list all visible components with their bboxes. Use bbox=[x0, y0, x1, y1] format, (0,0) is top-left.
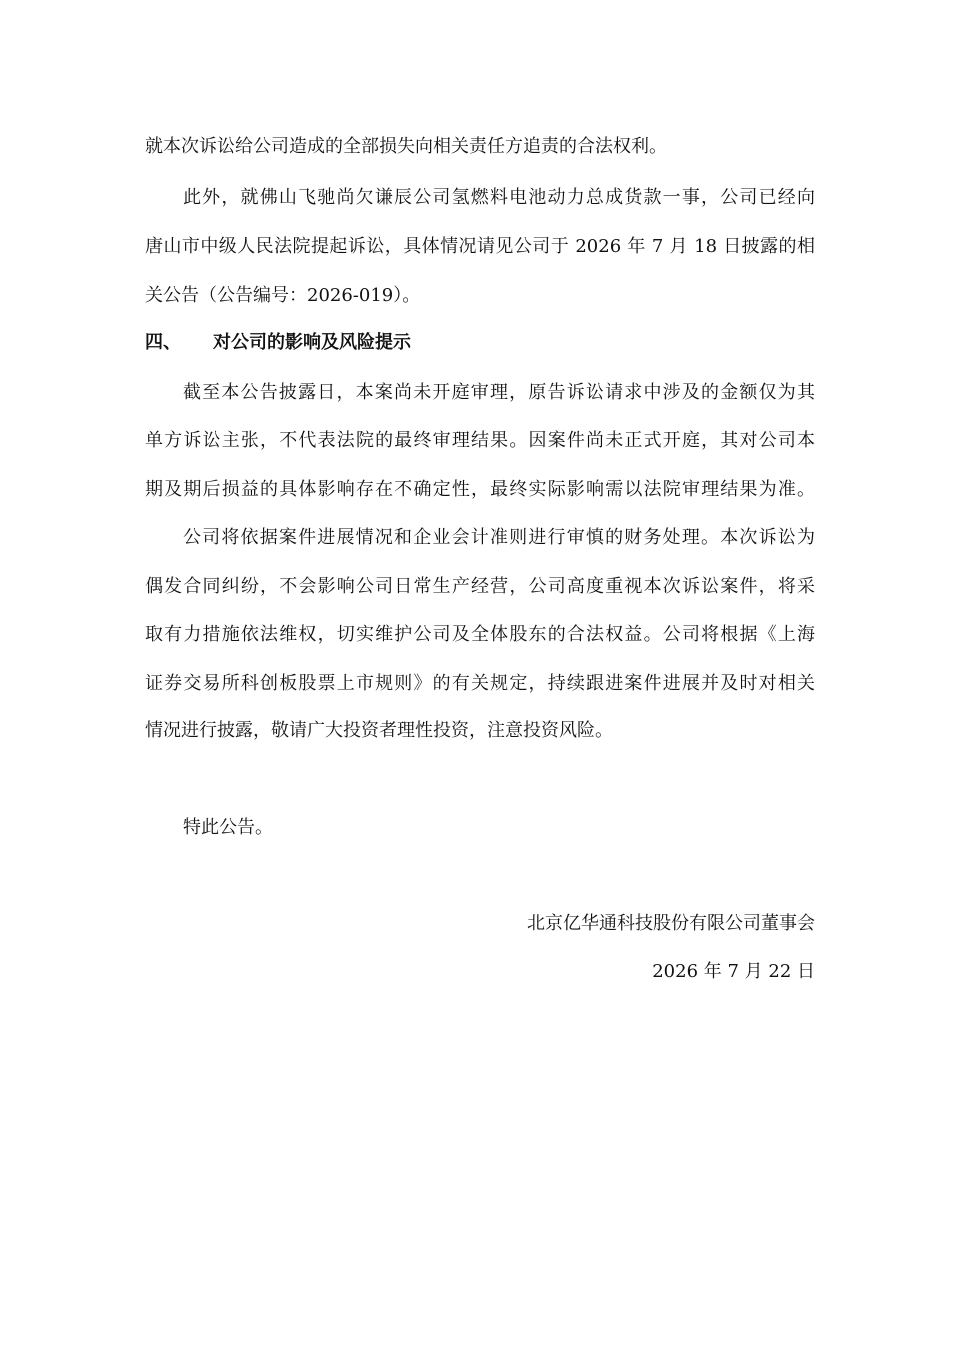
paragraph-line: 单方诉讼主张，不代表法院的最终审理结果。因案件尚未正式开庭，其对公司本 bbox=[145, 430, 815, 451]
paragraph-line: 公司将依据案件进展情况和企业会计准则进行审慎的财务处理。本次诉讼为 bbox=[183, 527, 815, 548]
paragraph-line: 证券交易所科创板股票上市规则》的有关规定，持续跟进案件进展并及时对相关 bbox=[145, 673, 815, 694]
closing-statement: 特此公告。 bbox=[183, 817, 273, 838]
paragraph-line: 此外，就佛山飞驰尚欠谦辰公司氢燃料电池动力总成货款一事，公司已经向 bbox=[183, 187, 815, 208]
signature-company: 北京亿华通科技股份有限公司董事会 bbox=[527, 913, 815, 934]
section-title: 对公司的影响及风险提示 bbox=[213, 332, 411, 353]
paragraph-line: 就本次诉讼给公司造成的全部损失向相关责任方追责的合法权利。 bbox=[145, 136, 667, 157]
paragraph-line: 情况进行披露，敬请广大投资者理性投资，注意投资风险。 bbox=[145, 720, 613, 741]
section-heading bbox=[145, 330, 815, 356]
paragraph-line: 截至本公告披露日，本案尚未开庭审理，原告诉讼请求中涉及的金额仅为其 bbox=[183, 382, 815, 403]
paragraph-line: 期及期后损益的具体影响存在不确定性，最终实际影响需以法院审理结果为准。 bbox=[145, 479, 815, 500]
paragraph-line: 偶发合同纠纷，不会影响公司日常生产经营，公司高度重视本次诉讼案件，将采 bbox=[145, 576, 815, 597]
section-number: 四、 bbox=[145, 332, 181, 353]
paragraph-line: 唐山市中级人民法院提起诉讼，具体情况请见公司于 2026 年 7 月 18 日披露的相 bbox=[145, 236, 815, 257]
signature-date: 2026 年 7 月 22 日 bbox=[652, 961, 815, 982]
paragraph-line: 关公告（公告编号：2026-019）。 bbox=[145, 285, 421, 306]
paragraph-line: 取有力措施依法维权，切实维护公司及全体股东的合法权益。公司将根据《上海 bbox=[145, 624, 815, 645]
